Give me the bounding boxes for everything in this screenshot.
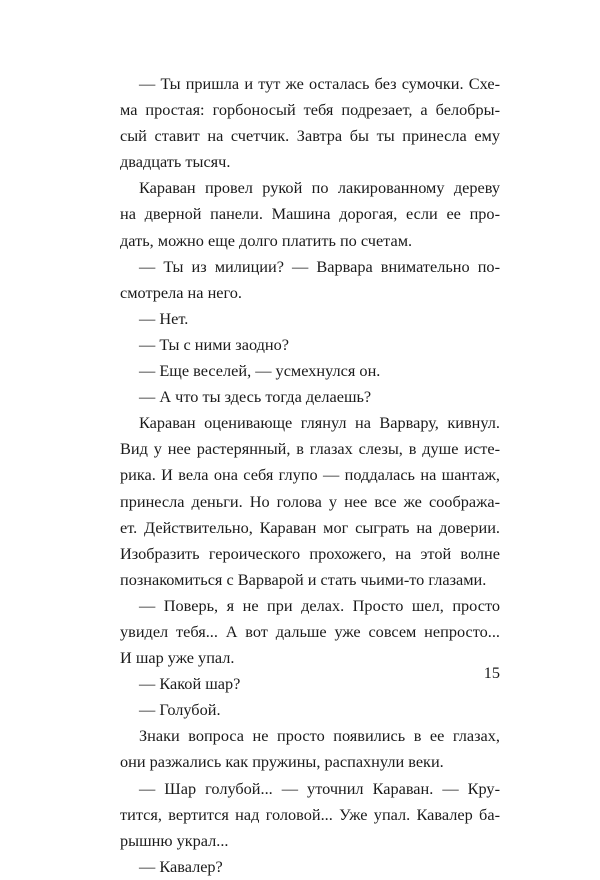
text-line: Знаки вопроса не просто появились в ее глазах,	[139, 726, 500, 746]
text-line: принесла деньги. Но голова у нее все же сообража-	[120, 491, 500, 511]
text-line: Вид у нее растерянный, в глазах слезы, в душе исте-	[120, 439, 500, 459]
text-line: — А что ты здесь тогда делаешь?	[139, 387, 372, 407]
text-line: они разжались как пружины, распахнули веки.	[120, 752, 444, 772]
text-line: смотрела на него.	[120, 282, 242, 302]
text-line: — Поверь, я не при делах. Просто шел, просто	[139, 595, 500, 615]
text-line: увидел тебя... А вот дальше уже совсем непросто...	[120, 621, 500, 641]
text-line: — Какой шар?	[139, 674, 241, 694]
text-line: Караван оценивающе глянул на Варвару, кивнул.	[139, 413, 500, 433]
text-line: ет. Действительно, Караван мог сыграть на доверии.	[120, 517, 500, 537]
text-line: Караван провел рукой по лакированному дереву	[139, 178, 500, 198]
text-line: рышню украл...	[120, 830, 229, 850]
page-number: 15	[483, 663, 500, 682]
text-line: — Ты пришла и тут же осталась без сумочки. Схе-	[139, 74, 500, 93]
text-line: — Ты с ними заодно?	[139, 334, 289, 354]
text-line: на дверной панели. Машина дорогая, если ее про-	[120, 204, 500, 224]
text-line: рика. И вела она себя глупо — поддалась на шантаж,	[120, 465, 500, 485]
text-line: — Кавалер?	[139, 856, 223, 876]
page-body-text	[120, 71, 500, 880]
text-line: Изобразить героического прохожего, на этой волне	[120, 543, 500, 563]
text-line: — Шар голубой... — уточнил Караван. — Кру-	[139, 778, 500, 798]
text-line: дать, можно еще долго платить по счетам.	[120, 230, 413, 250]
text-line: сый ставит на счетчик. Завтра бы ты принесла ему	[120, 126, 500, 146]
text-line: познакомиться с Варварой и стать чьими-то глазами.	[120, 569, 487, 589]
text-line: тится, вертится над головой... Уже упал. Кавалер ба-	[120, 804, 500, 824]
text-line: двадцать тысяч.	[120, 152, 231, 172]
text-line: И шар уже упал.	[120, 648, 235, 668]
text-line: ма простая: горбоносый тебя подрезает, а белобры-	[120, 100, 500, 120]
text-line: — Нет.	[139, 308, 189, 328]
text-line: — Еще веселей, — усмехнулся он.	[139, 361, 381, 381]
text-line: — Голубой.	[139, 700, 221, 720]
text-line: — Ты из милиции? — Варвара внимательно по-	[139, 256, 500, 276]
